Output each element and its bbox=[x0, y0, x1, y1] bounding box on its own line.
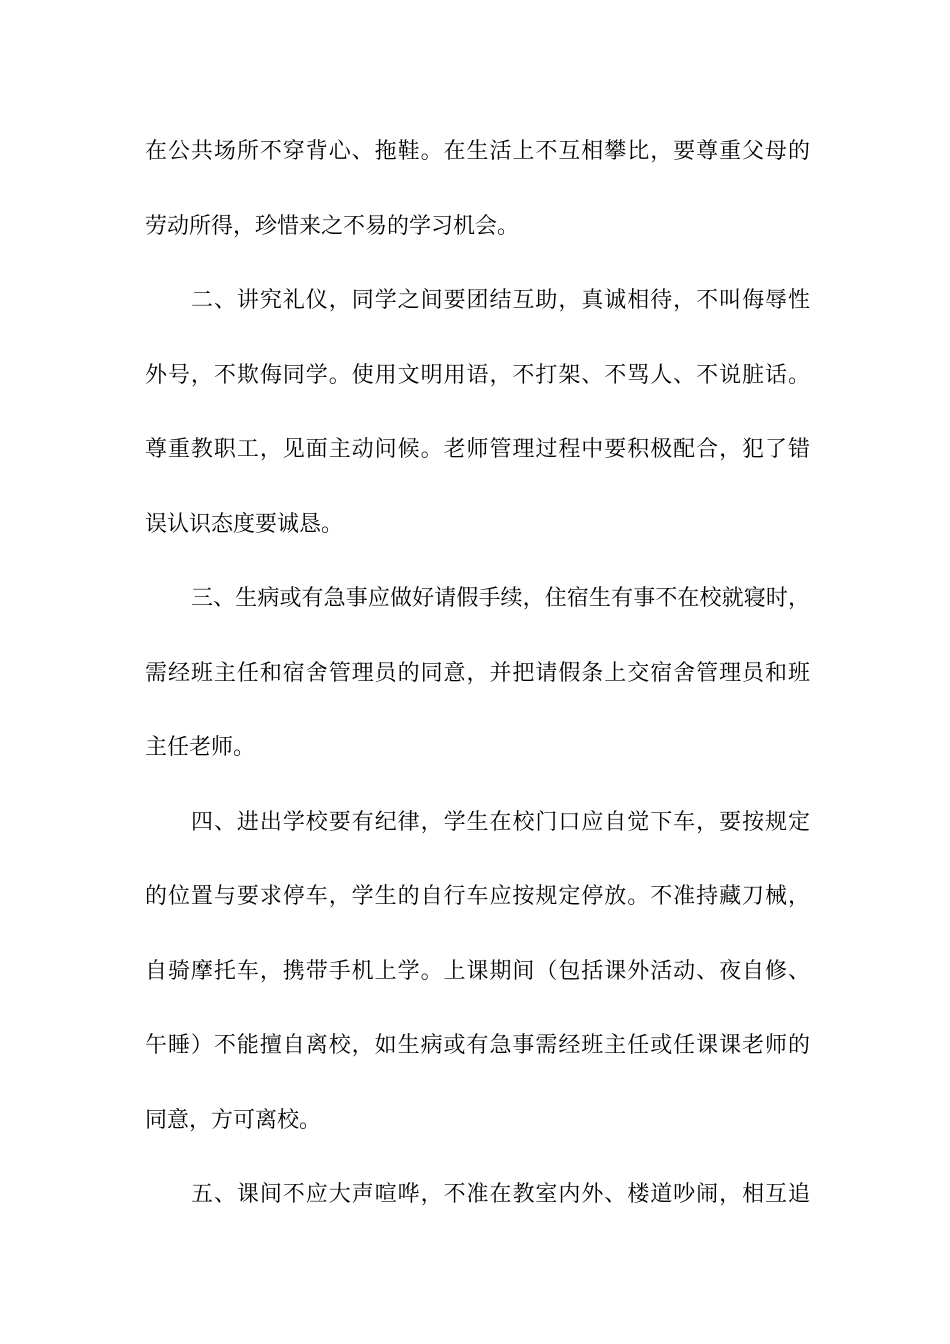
text-line: 在公共场所不穿背心、拖鞋。在生活上不互相攀比，要尊重父母的 bbox=[145, 139, 810, 164]
text-line: 尊重教职工，见面主动问候。老师管理过程中要积极配合，犯了错 bbox=[145, 437, 810, 462]
text-line: 劳动所得，珍惜来之不易的学习机会。 bbox=[145, 213, 520, 239]
text-line: 三、生病或有急事应做好请假手续，住宿生有事不在校就寝时， bbox=[191, 586, 810, 611]
text-line: 误认识态度要诚恳。 bbox=[145, 511, 344, 537]
text-line: 外号，不欺侮同学。使用文明用语，不打架、不骂人、不说脏话。 bbox=[145, 362, 810, 388]
text-line: 五、课间不应大声喧哗，不准在教室内外、楼道吵闹，相互追 bbox=[191, 1182, 810, 1207]
text-line: 主任老师。 bbox=[145, 735, 256, 760]
text-line: 二、讲究礼仪，同学之间要团结互助，真诚相待，不叫侮辱性 bbox=[191, 288, 810, 313]
text-line: 的位置与要求停车，学生的自行车应按规定停放。不准持藏刀械， bbox=[145, 884, 810, 909]
text-line: 午睡）不能擅自离校，如生病或有急事需经班主任或任课课老师的 bbox=[145, 1033, 810, 1058]
text-line: 需经班主任和宿舍管理员的同意，并把请假条上交宿舍管理员和班 bbox=[145, 660, 810, 686]
text-line: 同意，方可离校。 bbox=[145, 1107, 322, 1133]
text-line: 四、进出学校要有纪律，学生在校门口应自觉下车，要按规定 bbox=[191, 809, 810, 835]
text-line: 自骑摩托车，携带手机上学。上课期间（包括课外活动、夜自修、 bbox=[145, 958, 810, 984]
document-body bbox=[145, 127, 810, 1245]
